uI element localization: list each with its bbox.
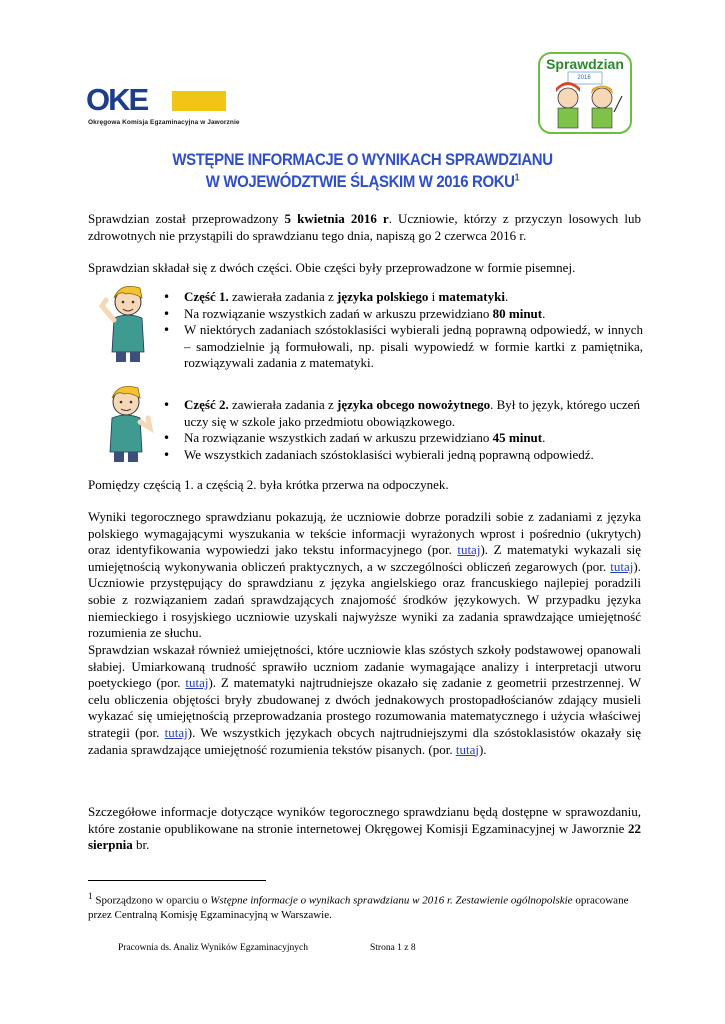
boy-thumbs-up-icon	[96, 382, 156, 464]
footer-department: Pracownia ds. Analiz Wyników Egzaminacyjnych	[118, 943, 308, 953]
page-title-line2: W WOJEWÓDZTWIE ŚLĄSKIM W 2016 ROKU$^1$	[205, 172, 520, 191]
oke-logo-text: OKE	[86, 86, 148, 117]
paragraph-report-info: Szczegółowe informacje dotyczące wyników tegorocznego sprawdzianu będą dostępne w sprawozdaniu, które zostanie opublikowane na stronie internetowej Okręgowej Komisji Egzaminacyjnej w Jaworznie 22 sierpnia br.	[88, 804, 641, 853]
link-tutaj[interactable]: tutaj	[457, 542, 481, 558]
list-item: • Część 1. zawierała zadania z języka polskiego i matematyki.	[163, 289, 643, 306]
exam-date: 5 kwietnia 2016 r	[284, 211, 389, 226]
footnote-divider	[88, 880, 266, 881]
paragraph-strengths: Wyniki tegorocznego sprawdzianu pokazują, że uczniowie dobrze poradzili sobie z zadaniami z języka polskiego wymagającymi wyszukania w tekście informacji wyrażonych wprost i pośrednio (ukrytych) oraz identyfikowania wypowiedzi jako tekstu informacyjnego (por. tutaj). Z matematyki wykazali się umiejętnością wykonywania obliczeń praktycznych, a w szczególności obliczeń zegarowych (por. tutaj). Uczniowie przystępujący do sprawdzianu z języka angielskiego oraz francuskiego najlepiej poradzili sobie z rozwiązaniem zadań sprawdzających znajomość środków językowych. W przypadku języka niemieckiego i rosyjskiego uczniowie uzyskali najwyższe wyniki za zadania sprawdzające umiejętność rozumienia ze słuchu.	[88, 509, 641, 641]
footer-page-number: Strona 1 z 8	[370, 943, 416, 953]
girl-icon	[558, 88, 578, 108]
paragraph-exam-structure: Sprawdzian składał się z dwóch części. Obie części były przeprowadzone w formie pisemnej.	[88, 260, 576, 275]
list-item: • Na rozwiązanie wszystkich zadań w arkuszu przewidziano 45 minut.	[163, 430, 643, 447]
link-tutaj[interactable]: tutaj	[610, 558, 634, 574]
page-title-line1: WSTĘPNE INFORMACJE O WYNIKACH SPRAWDZIANU	[172, 150, 553, 169]
paragraph-exam-date: Sprawdzian został przeprowadzony 5 kwietnia 2016 r. Uczniowie, którzy z przyczyn losowych lub zdrowotnych nie przystąpili do sprawdzianu tego dnia, napiszą go 2 czerwca 2016 r.	[88, 211, 641, 243]
paragraph-break: Pomiędzy częścią 1. a częścią 2. była krótka przerwa na odpoczynek.	[88, 477, 449, 492]
list-item: • Na rozwiązanie wszystkich zadań w arkuszu przewidziano 80 minut.	[163, 306, 643, 323]
link-tutaj[interactable]: tutaj	[455, 741, 479, 757]
boy-icon	[592, 88, 612, 108]
list-item: • Część 2. zawierała zadania z języka obcego nowożytnego. Był to język, którego uczeń uczy się w szkole jako przedmiotu obowiązkowego.	[163, 397, 643, 430]
title-footnote-mark: 1	[514, 172, 520, 184]
logo-subtitle: Okręgowa Komisja Egzaminacyjna w Jaworznie	[88, 119, 240, 126]
report-date: 22 sierpnia	[88, 820, 641, 853]
part1-list	[163, 289, 643, 372]
boy-waving-icon	[96, 282, 156, 364]
badge-title: Sprawdzian	[546, 56, 624, 72]
part2-list	[163, 397, 643, 463]
list-item: • We wszystkich zadaniach szóstoklasiści wybierali jedną poprawną odpowiedź.	[163, 447, 643, 464]
footnote: $^1$ Sporządzono w oparciu o Wstępne informacje o wynikach sprawdzianu w 2016 r. Zestawienie ogólnopolskie opracowane przez Centralną Komisję Egzaminacyjną w Warszawie.	[88, 891, 629, 921]
link-tutaj[interactable]: tutaj	[164, 724, 188, 740]
paragraph-weaknesses: Sprawdzian wskazał również umiejętności, które uczniowie klas szóstych szkoły podstawowej opanowali słabiej. Umiarkowaną trudność sprawiło uczniom zadanie wymagające analizy i interpretacji utworu poetyckiego (por. tutaj). Z matematyki najtrudniejsze okazało się zadanie z geometrii przestrzennej. W celu obliczenia objętości bryły zbudowanej z dwóch jednakowych prostopadłościanów zdający musieli wykazać się umiejętnością przeprowadzania prostego rozumowania matematycznego i użycia właściwej strategii (por. tutaj). We wszystkich językach obcych najtrudniejszymi dla szóstoklasistów okazały się zadania sprawdzające umiejętność rozumienia tekstów pisanych. (por. tutaj).	[88, 642, 641, 757]
list-item: • W niektórych zadaniach szóstoklasiści wybierali jedną poprawną odpowiedź, w innych – samodzielnie ją formułowali, np. pisali wypowiedź w formie kartki z pamiętnika, rozwiązywali zadania z matematyki.	[163, 322, 643, 372]
link-tutaj[interactable]: tutaj	[185, 675, 209, 691]
badge-year: 2016	[577, 75, 591, 81]
